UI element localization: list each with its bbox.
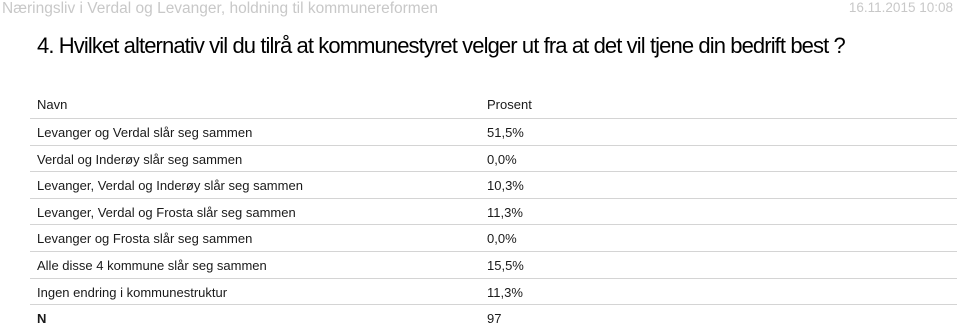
row-name: Levanger og Verdal slår seg sammen [37, 125, 253, 140]
table-row [30, 119, 957, 146]
report-timestamp: 16.11.2015 10:08 [848, 0, 953, 15]
table-row [30, 146, 957, 173]
table-row [30, 225, 957, 252]
row-name: Levanger, Verdal og Frosta slår seg sammen [37, 204, 296, 220]
column-header-name: Navn [37, 97, 68, 112]
row-percent: 15,5% [487, 257, 524, 273]
row-name: Levanger, Verdal og Inderøy slår seg sammen [37, 178, 303, 194]
row-name: Verdal og Inderøy slår seg sammen [37, 151, 243, 167]
row-percent: 10,3% [487, 178, 524, 194]
row-percent: 0,0% [487, 151, 517, 167]
n-value: 97 [487, 311, 502, 327]
n-label: N [37, 311, 47, 327]
row-name: Alle disse 4 kommune slår seg sammen [37, 257, 267, 273]
question-heading: 4. Hvilket alternativ vil du tilrå at kommunestyret velger ut fra at det vil tjene din bedrift best ? [37, 33, 845, 58]
table-row [30, 172, 957, 199]
table-row [30, 252, 957, 279]
table-row [30, 199, 957, 226]
table-header-row [30, 90, 957, 119]
results-table [30, 90, 957, 332]
table-total-row [30, 305, 957, 332]
table-row [30, 279, 957, 306]
row-name: Ingen endring i kommunestruktur [37, 284, 228, 300]
column-header-percent: Prosent [487, 97, 532, 112]
report-title: Næringsliv i Verdal og Levanger, holdning til kommunereformen [2, 0, 438, 17]
row-percent: 51,5% [487, 125, 524, 140]
row-percent: 0,0% [487, 231, 517, 247]
row-name: Levanger og Frosta slår seg sammen [37, 231, 253, 247]
row-percent: 11,3% [487, 284, 523, 300]
row-percent: 11,3% [487, 204, 523, 220]
